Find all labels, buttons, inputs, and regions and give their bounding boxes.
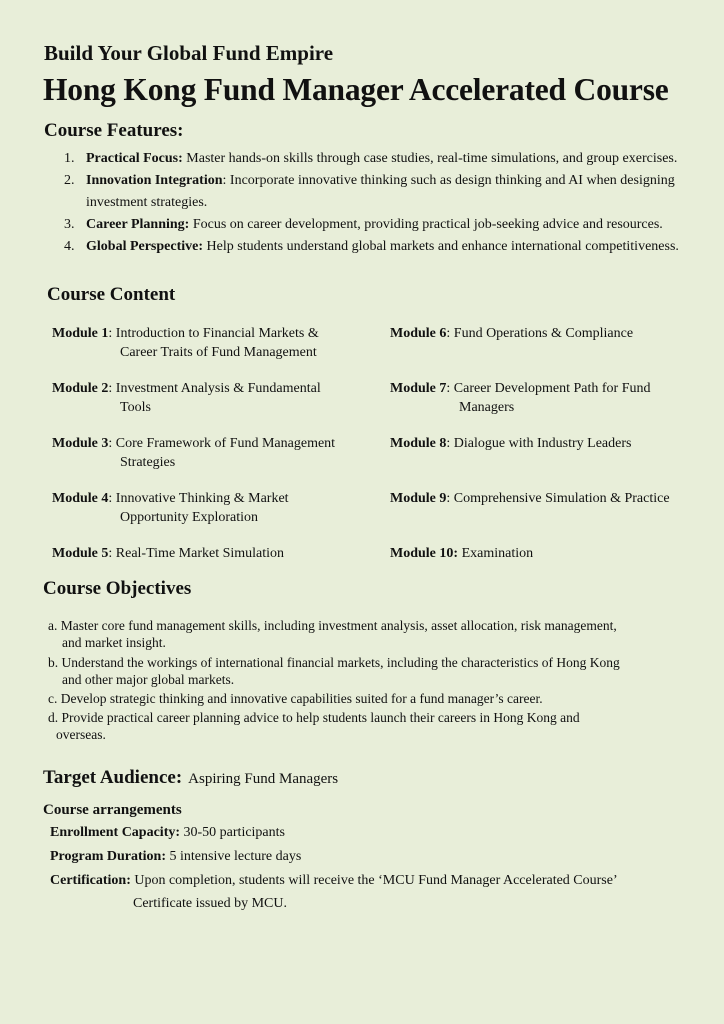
module-title: Fund Operations & Compliance bbox=[453, 326, 634, 341]
audience-value: Aspiring Fund Managers bbox=[188, 771, 339, 787]
feature-text: Help students understand global markets and enhance international competitiveness. bbox=[203, 239, 679, 254]
module-label: Module 5 bbox=[52, 546, 109, 561]
module-label: Module 6 bbox=[390, 326, 447, 341]
feature-text: Master hands-on skills through case studies, real-time simulations, and group exercises. bbox=[182, 151, 678, 166]
module-label: Module 7 bbox=[390, 381, 447, 396]
objective-item bbox=[48, 617, 688, 651]
audience-label: Target Audience: bbox=[43, 767, 183, 788]
objectives-heading: Course Objectives bbox=[43, 578, 192, 599]
module-item: Module 3: Core Framework of Fund Management Strategies bbox=[52, 436, 336, 470]
module-label: Module 8 bbox=[390, 436, 447, 451]
program-duration bbox=[50, 847, 301, 867]
feature-label: Global Perspective: bbox=[86, 239, 204, 254]
feature-number: 1. bbox=[64, 151, 75, 166]
module-item: Module 4: Innovative Thinking & Market Opportunity Exploration bbox=[52, 491, 289, 525]
feature-item bbox=[64, 236, 704, 258]
feature-number: 3. bbox=[64, 217, 75, 232]
feature-text: Focus on career development, providing practical job-seeking advice and resources. bbox=[189, 217, 663, 232]
module-title-cont: Tools bbox=[120, 400, 151, 415]
module-label: Module 9 bbox=[390, 491, 447, 506]
certification-cont: Certificate issued by MCU. bbox=[133, 896, 287, 911]
enrollment-capacity bbox=[50, 823, 285, 843]
module-item: Module 8: Dialogue with Industry Leaders bbox=[390, 436, 632, 451]
module-title-cont: Career Traits of Fund Management bbox=[120, 345, 317, 360]
module-label: Module 1 bbox=[52, 326, 109, 341]
module-title: Examination bbox=[461, 546, 534, 561]
certification bbox=[50, 871, 618, 891]
objective-text: a. Master core fund management skills, including investment analysis, asset allocation, risk management, bbox=[48, 618, 617, 633]
duration-label: Program Duration: bbox=[50, 849, 166, 864]
objective-item bbox=[48, 709, 688, 743]
features-heading: Course Features: bbox=[44, 120, 184, 141]
feature-label: Career Planning: bbox=[86, 217, 190, 232]
cert-label: Certification: bbox=[50, 873, 131, 888]
module-label: Module 3 bbox=[52, 436, 109, 451]
subtitle: Build Your Global Fund Empire bbox=[44, 41, 334, 65]
objective-item bbox=[48, 690, 688, 707]
module-title-cont: Opportunity Exploration bbox=[120, 510, 259, 525]
objective-text-cont: and market insight. bbox=[62, 635, 166, 650]
objective-text: b. Understand the workings of international financial markets, including the characteristics of Hong Kong bbox=[48, 655, 620, 670]
module-title: Investment Analysis & Fundamental bbox=[115, 381, 321, 396]
module-label: Module 4 bbox=[52, 491, 109, 506]
objective-text-cont: overseas. bbox=[56, 727, 106, 742]
module-title: Introduction to Financial Markets & bbox=[115, 326, 319, 341]
module-label: Module 10: bbox=[390, 546, 459, 561]
module-item bbox=[390, 544, 533, 563]
objective-text: d. Provide practical career planning advice to help students launch their careers in Hong Kong and bbox=[48, 710, 580, 725]
module-title: Comprehensive Simulation & Practice bbox=[453, 491, 670, 506]
module-title: Real-Time Market Simulation bbox=[115, 546, 285, 561]
module-label: Module 2 bbox=[52, 381, 109, 396]
module-title: Dialogue with Industry Leaders bbox=[453, 436, 632, 451]
enrollment-label: Enrollment Capacity: bbox=[50, 825, 181, 840]
cert-text: Upon completion, students will receive the ‘MCU Fund Manager Accelerated Course’ bbox=[130, 873, 618, 888]
feature-number: 4. bbox=[64, 239, 75, 254]
objective-text-cont: and other major global markets. bbox=[62, 672, 235, 687]
module-title-cont: Strategies bbox=[120, 455, 176, 470]
page-title: Hong Kong Fund Manager Accelerated Course bbox=[43, 72, 669, 107]
module-item: Module 6: Fund Operations & Compliance bbox=[390, 326, 634, 341]
target-audience bbox=[43, 767, 338, 789]
objective-text: c. Develop strategic thinking and innovative capabilities suited for a fund manager’s career. bbox=[48, 691, 543, 706]
arrangements-heading: Course arrangements bbox=[43, 802, 182, 818]
module-item: Module 1: Introduction to Financial Markets & Career Traits of Fund Management bbox=[52, 326, 319, 360]
module-item: Module 9: Comprehensive Simulation & Practice bbox=[390, 491, 670, 506]
enrollment-value: 30-50 participants bbox=[180, 825, 285, 840]
module-title: Career Development Path for Fund bbox=[453, 381, 651, 396]
module-title: Core Framework of Fund Management bbox=[115, 436, 336, 451]
feature-label: Innovation Integration bbox=[86, 173, 223, 188]
feature-item bbox=[64, 214, 704, 236]
feature-text: : Incorporate innovative thinking such as design thinking and AI when designing investment strategies. bbox=[86, 173, 675, 210]
feature-number: 2. bbox=[64, 173, 75, 188]
module-item: Module 2: Investment Analysis & Fundamental Tools bbox=[52, 381, 321, 415]
feature-item bbox=[64, 170, 684, 214]
feature-item bbox=[64, 148, 704, 170]
content-heading: Course Content bbox=[47, 284, 176, 305]
module-title-cont: Managers bbox=[459, 400, 515, 415]
module-item: Module 7: Career Development Path for Fund Managers bbox=[390, 381, 651, 415]
feature-label: Practical Focus: bbox=[86, 151, 183, 166]
module-title: Innovative Thinking & Market bbox=[115, 491, 289, 506]
objective-item bbox=[48, 654, 688, 688]
duration-value: 5 intensive lecture days bbox=[166, 849, 302, 864]
module-item: Module 5: Real-Time Market Simulation bbox=[52, 546, 285, 561]
